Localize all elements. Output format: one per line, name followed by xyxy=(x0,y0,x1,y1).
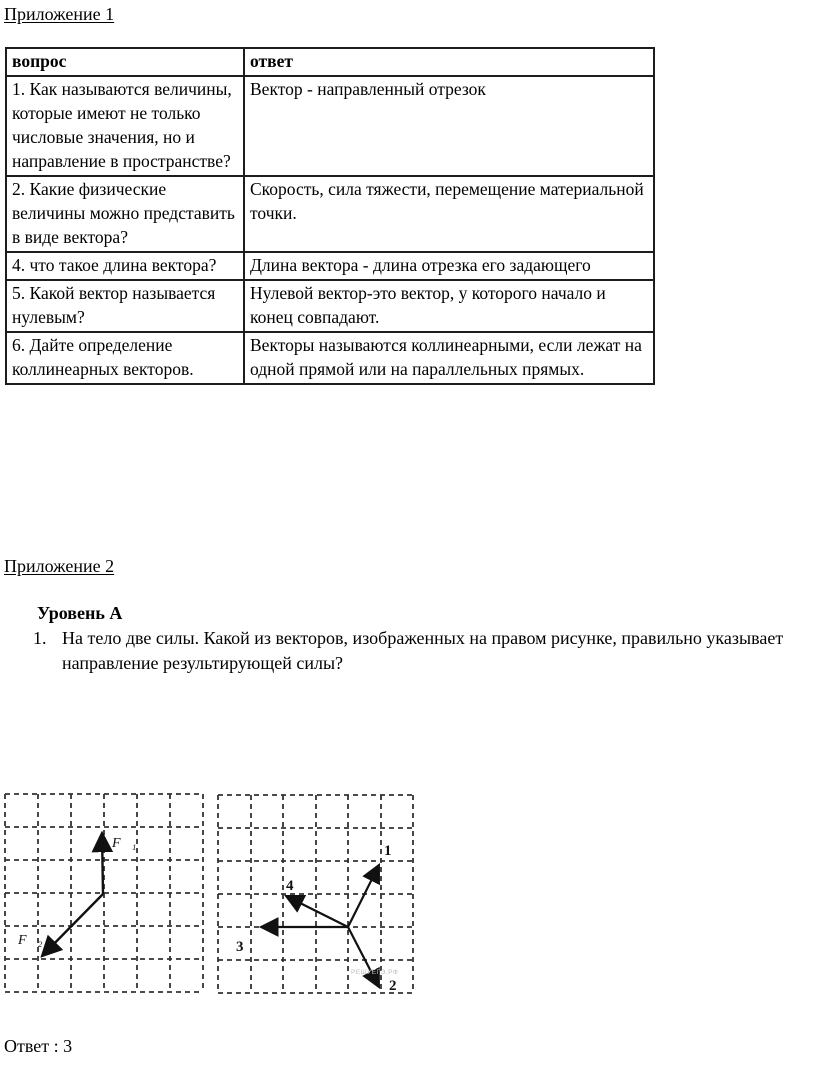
vector-option-2 xyxy=(348,927,379,987)
figure-left-forces xyxy=(2,791,206,995)
vector-f2 xyxy=(42,894,103,956)
question-cell: 2. Какие физические величины можно представить в виде вектора? xyxy=(6,176,244,252)
vector-option-4-label: 4 xyxy=(286,878,294,894)
vector-option-1-label: 1 xyxy=(384,843,392,859)
question-cell: 1. Как называются величины, которые имеют не только числовые значения, но и направление в пространстве? xyxy=(6,76,244,176)
question-text: На тело две силы. Какой из векторов, изображенных на правом рисунке, правильно указывает направление результирующей силы? xyxy=(62,628,784,673)
table-row xyxy=(6,76,654,176)
table-row xyxy=(6,176,654,252)
watermark-text: РЕШУЕГЭ.РФ xyxy=(351,969,399,976)
table-row xyxy=(6,332,654,384)
vector-option-3-label: 3 xyxy=(236,939,244,955)
question-number: 1. xyxy=(33,628,47,648)
vector-f1-label: F⃗₁ xyxy=(112,836,137,851)
vector-f2-label: F⃗₂ xyxy=(18,933,43,948)
table-header-row xyxy=(6,48,654,76)
vector-option-4 xyxy=(286,896,348,927)
table-row xyxy=(6,280,654,332)
answer-cell: Скорость, сила тяжести, перемещение материальной точки. xyxy=(244,176,654,252)
level-a-heading: Уровень А xyxy=(37,603,123,623)
answer-cell: Векторы называются коллинеарными, если лежат на одной прямой или на параллельных прямых. xyxy=(244,332,654,384)
answer-cell: Вектор - направленный отрезок xyxy=(244,76,654,176)
question-item-1 xyxy=(33,626,814,676)
appendix2-title: Приложение 2 xyxy=(4,556,115,576)
question-cell: 5. Какой вектор называется нулевым? xyxy=(6,280,244,332)
answer-cell: Длина вектора - длина отрезка его задающего xyxy=(244,252,654,280)
right-options-diagram xyxy=(216,793,415,995)
vector-option-1 xyxy=(348,865,379,927)
question-cell: 4. что такое длина вектора? xyxy=(6,252,244,280)
answer-line: Ответ : 3 xyxy=(4,1036,73,1056)
question-answer-table xyxy=(5,47,655,385)
table-row xyxy=(6,252,654,280)
answer-column-header: ответ xyxy=(244,48,654,76)
question-cell: 6. Дайте определение коллинеарных векторов. xyxy=(6,332,244,384)
left-forces-diagram xyxy=(2,791,206,995)
appendix1-title: Приложение 1 xyxy=(4,4,115,24)
vector-option-2-label: 2 xyxy=(389,978,397,994)
question-column-header: вопрос xyxy=(6,48,244,76)
figure-right-options xyxy=(216,793,415,995)
answer-cell: Нулевой вектор-это вектор, у которого начало и конец совпадают. xyxy=(244,280,654,332)
vector-f1 xyxy=(102,833,103,894)
dashed-grid-lines xyxy=(218,795,413,993)
